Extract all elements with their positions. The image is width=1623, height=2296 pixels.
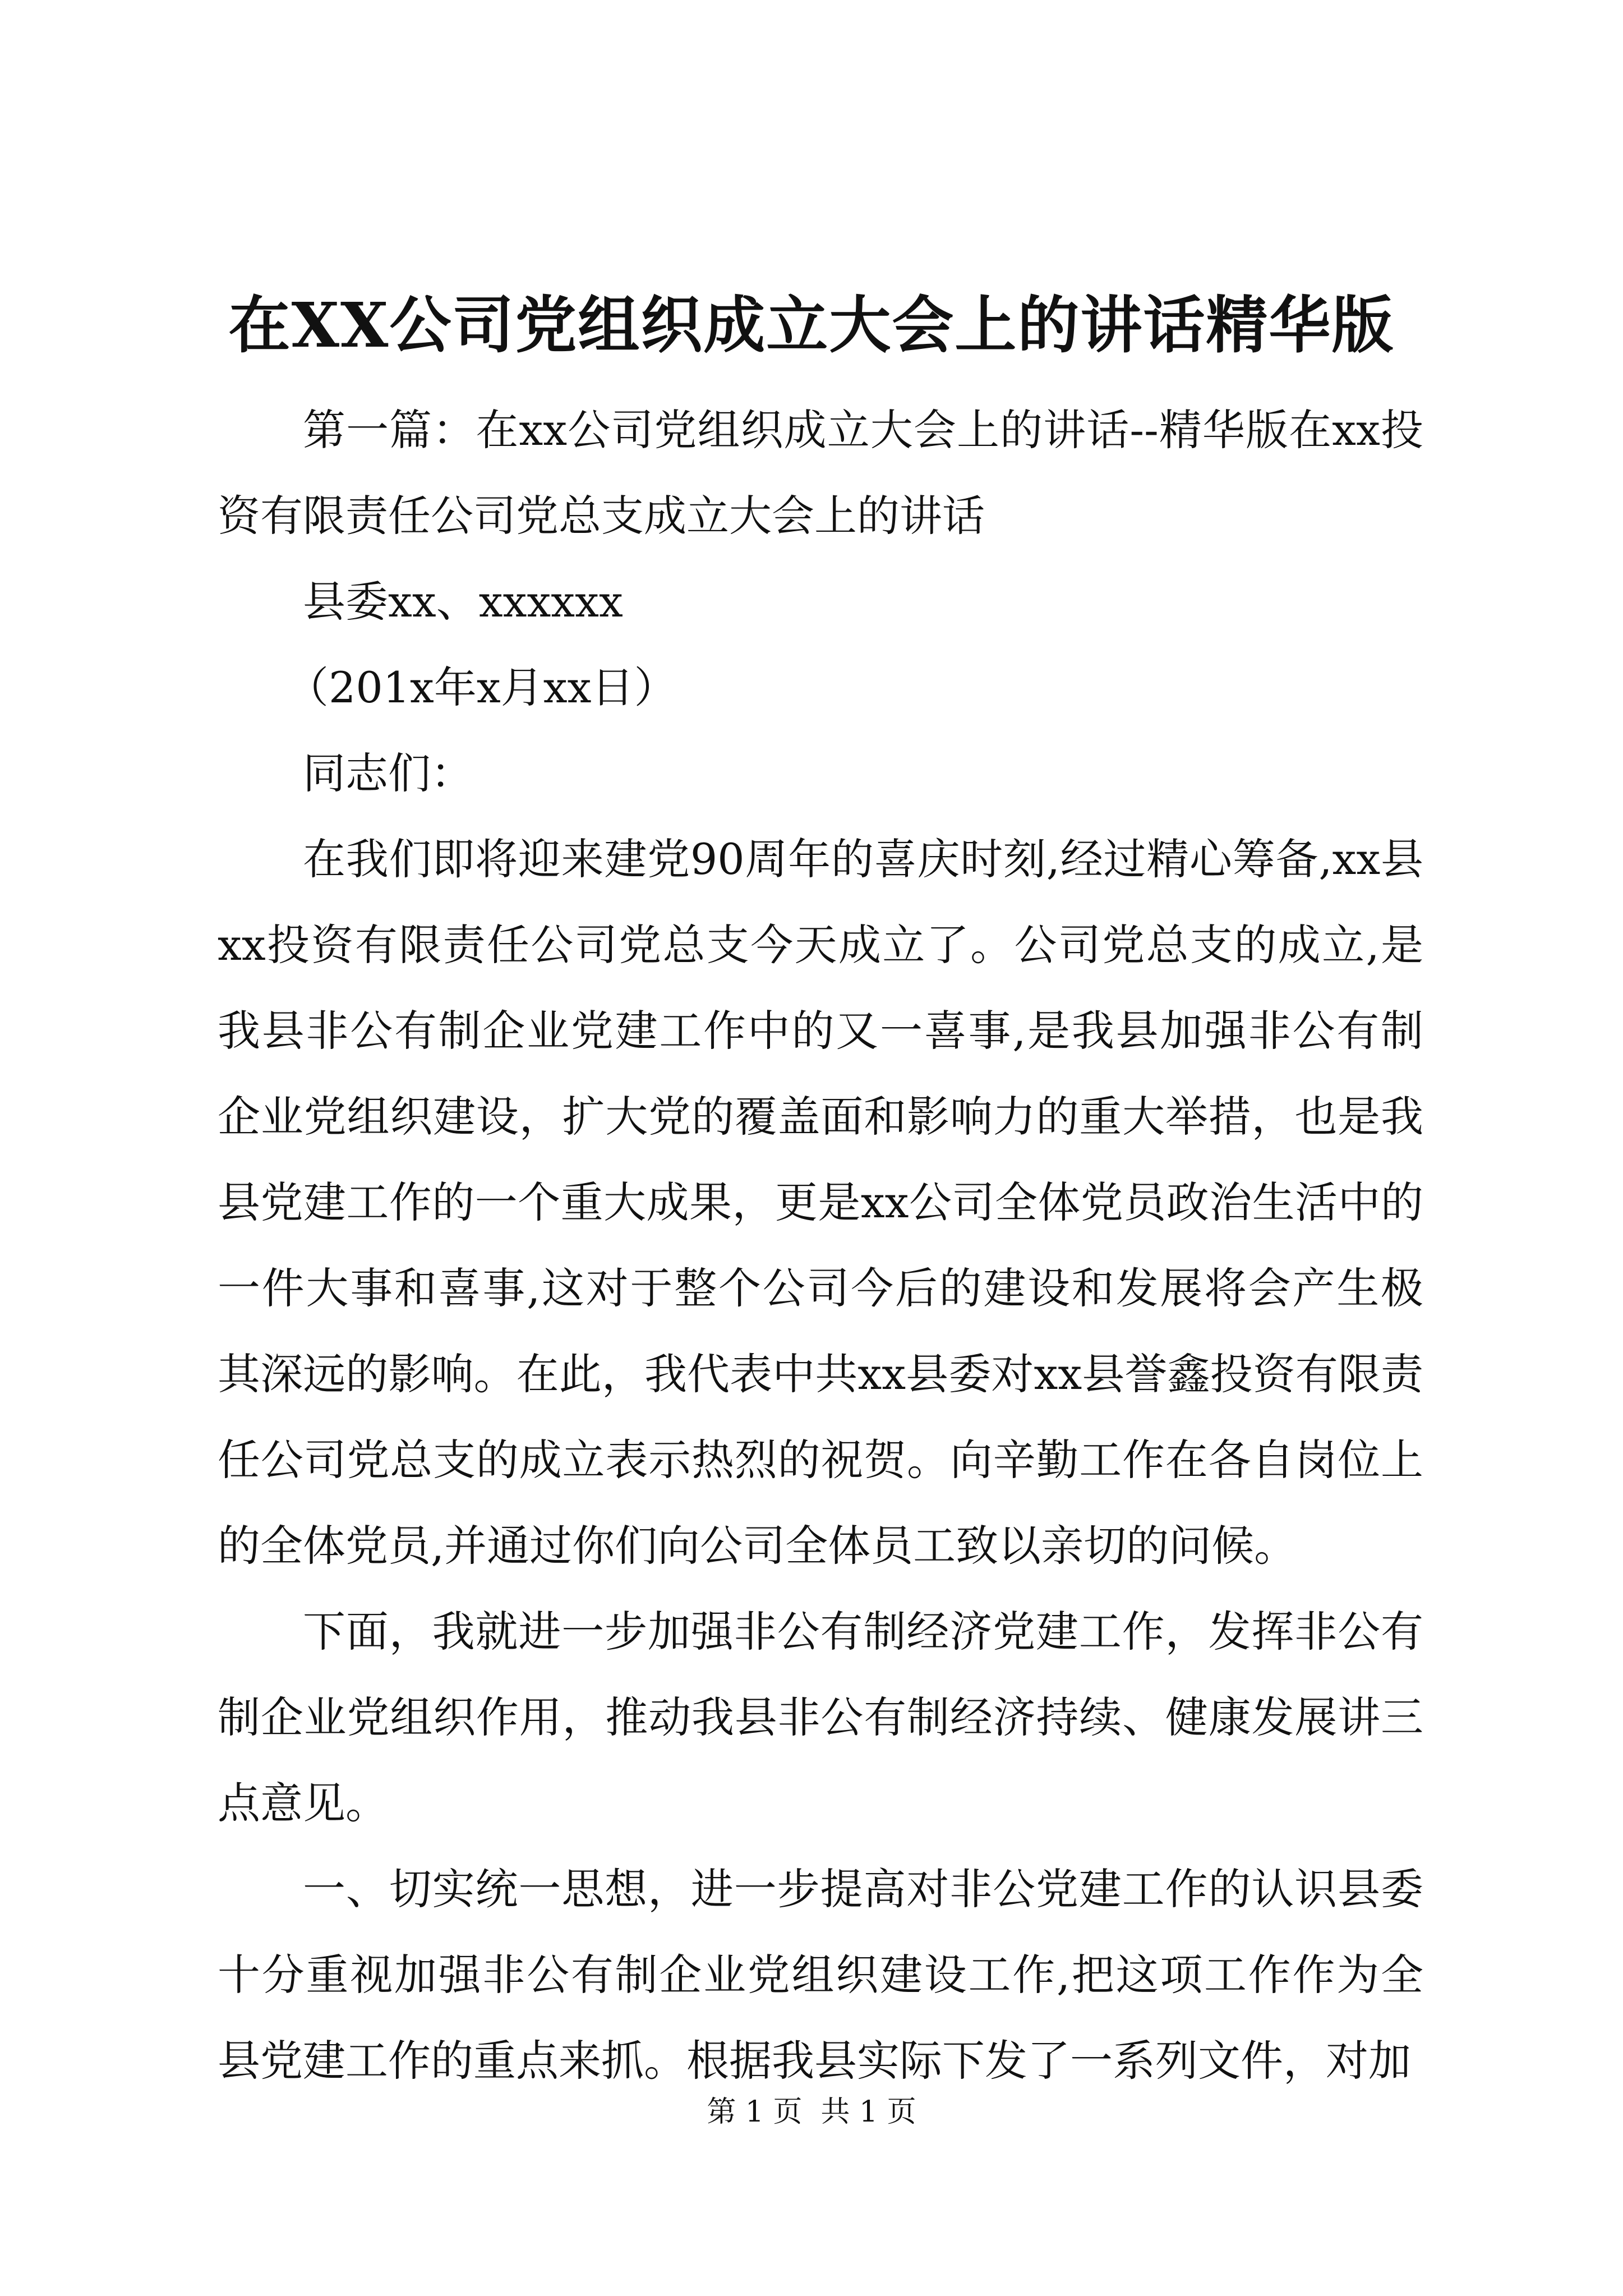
page-footer: 第 1 页 共 1 页 [707, 2095, 916, 2129]
paragraph-heading: 第一篇：在xx公司党组织成立大会上的讲话--精华版在xx投资有限责任公司党总支成立大会上的讲话 [218, 405, 1423, 541]
paragraph-outline: 下面，我就进一步加强非公有制经济党建工作，发挥非公有制企业党组织作用，推动我县非公有制经济持续、健康发展讲三点意见。 [218, 1607, 1423, 1828]
paragraph-date: （201x年x月xx日） [286, 662, 677, 712]
document-body [218, 387, 1423, 2104]
paragraph-speaker: 县委xx、xxxxxx [303, 577, 623, 627]
paragraph-salutation: 同志们： [303, 748, 473, 798]
paragraph-intro: 在我们即将迎来建党90周年的喜庆时刻,经过精心筹备,xx县xx投资有限责任公司党总支今天成立了。公司党总支的成立,是我县非公有制企业党建工作中的又一喜事,是我县加强非公有制企业党组织建设，扩大党的覆盖面和影响力的重大举措，也是我县党建工作的一个重大成果，更是xx公司全体党员政治生活中的一件大事和喜事,这对于整个公司今后的建设和发展将会产生极其深远的影响。在此，我代表中共xx县委对xx县誉鑫投资有限责任公司党总支的成立表示热烈的祝贺。向辛勤工作在各自岗位上的全体党员,并通过你们向公司全体员工致以亲切的问候。 [218, 834, 1423, 1571]
paragraph-section-one: 一、切实统一思想，进一步提高对非公党建工作的认识县委十分重视加强非公有制企业党组织建设工作,把这项工作作为全县党建工作的重点来抓。根据我县实际下发了一系列文件，对加 [218, 1864, 1423, 2086]
document-title: 在XX公司党组织成立大会上的讲话精华版 [228, 289, 1395, 361]
